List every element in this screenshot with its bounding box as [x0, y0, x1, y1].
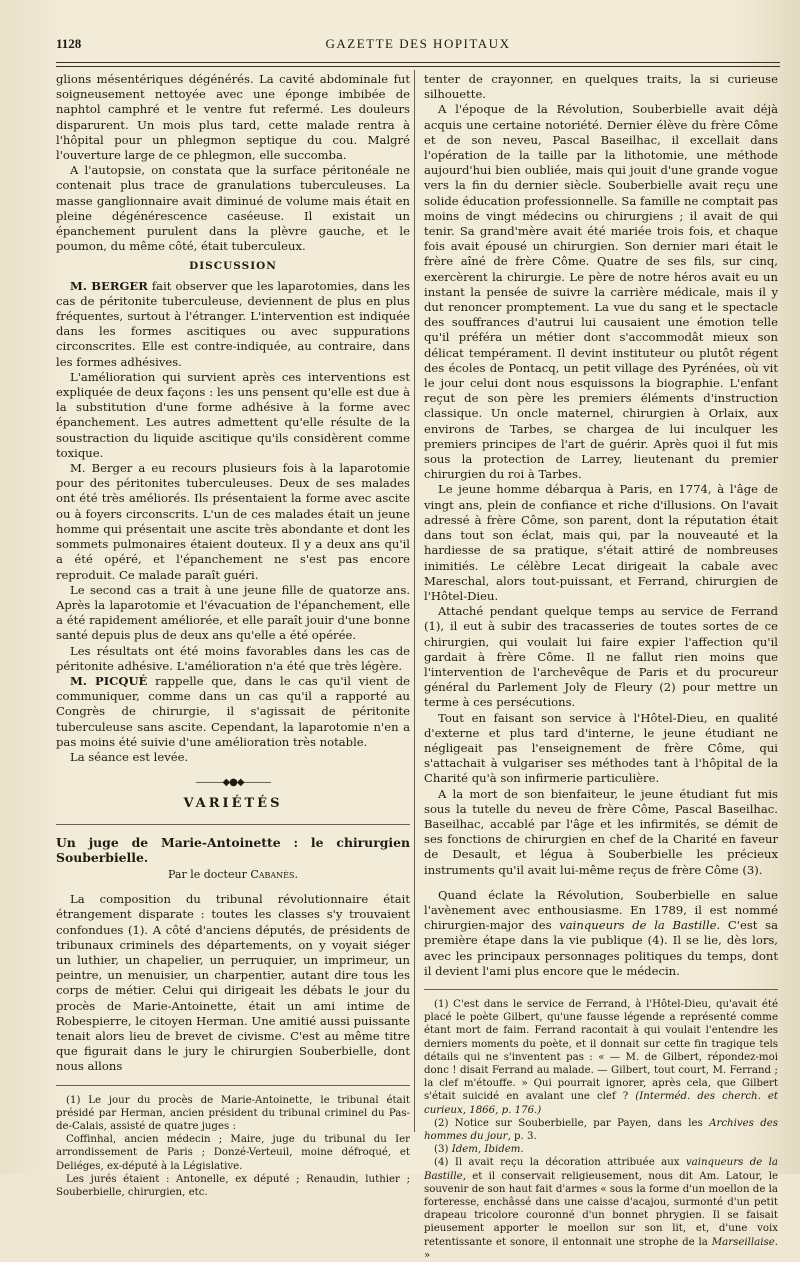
- paragraph: Le jeune homme débarqua à Paris, en 1774, à l'âge de vingt ans, plein de confiance et riche d'illusions. On l'avait adressé à frère Côme, son parent, dont la réputation était dans tout son éclat, mais qui, par la nouveauté et la hardiesse de sa pratique, s'était attiré de nombreuses inimitiés. Le célèbre Lecat dirigeait la cabale avec Mareschal, alors tout-puissant, et Ferrand, chirurgien de l'Hôtel-Dieu.: [424, 482, 778, 603]
- discussion-heading: DISCUSSION: [189, 260, 277, 273]
- article-title: Un juge de Marie-Antoinette : le chirurgien Souberbielle.: [56, 834, 410, 865]
- paragraph: Les résultats ont été moins favorables dans les cas de péritonite adhésive. L'amélioration n'a été que très légère.: [56, 643, 410, 673]
- column-separator: [414, 70, 415, 1132]
- paragraph: [56, 279, 410, 370]
- paragraph: Tout en faisant son service à l'Hôtel-Dieu, en qualité d'externe et plus tard d'interne, le jeune étudiant ne négligeait pas l'enseignement de frère Côme, qui s'attachait à vulgariser ses méthodes tant à l'hôpital de la Charité qu'à son infirmerie particulière.: [424, 710, 778, 786]
- footnote-text: (2) Notice sur Souberbielle, par Payen, dans les: [434, 1117, 703, 1129]
- page-header: [56, 34, 780, 56]
- italic-text: Archives des hommes du jour: [424, 1117, 778, 1143]
- italic-text: vainqueurs de la Bastille: [424, 1157, 778, 1182]
- footnote-text: . »: [424, 1236, 778, 1261]
- paragraph-text: rappelle que, dans le cas qu'il vient de communiquer, comme dans un cas qu'il a rapporté au Congrès de chirurgie, il s'agissait de péritonite tuberculeuse sans ascite. Cependant, la laparotomie n'en a pas moins été suivie d'une amélioration très notable.: [56, 673, 410, 749]
- paragraph-text: . C'est sa première étape dans la vie publique (4). Il se lie, dès lors, avec les principaux personnages politiques du temps, dont il devient l'ami plus encore que le médecin.: [424, 918, 778, 978]
- footnote: [424, 998, 778, 1117]
- paragraph: Attaché pendant quelque temps au service de Ferrand (1), il eut à subir des tracasseries de toutes sortes de ce chirurgien, qui voulait lui faire expier l'affection qu'il gardait à frère Côme. Il ne fallut rien moins que l'intervention de l'archevêque de Paris et du procureur général du Parlement Joly de Fleury (2) pour mettre un terme à ces persécutions.: [424, 604, 778, 710]
- italic-text: Marseillaise: [711, 1236, 775, 1248]
- footnote: [424, 1117, 778, 1143]
- paragraph: L'amélioration qui survient après ces interventions est expliquée de deux façons : les uns pensent qu'elle est due à la substitution d'une forme adhésive à la forme avec épanchement. Les autres admettent qu'elle résulte de la soustraction du liquide ascitique qu'ils considèrent comme toxique.: [56, 369, 410, 460]
- footnote: (1) Le jour du procès de Marie-Antoinette, le tribunal était présidé par Herman, ancien président du tribunal criminel du Pas-de-Calais, assisté de quatre juges :: [56, 1094, 410, 1132]
- paragraph: glions mésentériques dégénérés. La cavité abdominale fut soigneusement nettoyée avec une éponge imbibée de naphtol camphré et le ventre fut refermé. Les douleurs disparurent. Un mois plus tard, cette malade rentra à l'hôpital pour un phlegmon septique du cou. Malgré l'ouverture large de ce phlegmon, elle succomba.: [56, 72, 410, 163]
- footnote-text: (3): [434, 1144, 449, 1156]
- footnote-text: (1) C'est dans le service de Ferrand, à l'Hôtel-Dieu, qu'avait été placé le poète Gilbert, qu'une fausse légende a représenté comme étant mort de faim. Ferrand racontait à qui voulait l'entendre les derniers moments du poète, et il donnait sur cette fin tragique tels détails qui ne s'inventent pas : « — M. de Gilbert, répondez-moi donc ! disait Ferrand au malade. — Gilbert, tout court, M. Ferrand ; la clef m'étouffe. » Qui pourrait ignorer, après cela, que Gilbert s'était suicidé en avalant une clef ?: [424, 998, 778, 1103]
- paragraph: M. Berger a eu recours plusieurs fois à la laparotomie pour des péritonites tuberculeuses. Deux de ses malades ont été très améliorés. Ils présentaient la forme avec ascite ou à foyers circonscrits. L'un de ces malades était un jeune homme qui présentait une ascite très abondante et dont les sommets pulmonaires étaient douteux. Il y a deux ans qu'il a été opéré, et l'épanchement ne s'est pas encore reproduit. Ce malade paraît guéri.: [56, 461, 410, 582]
- page-number: 1128: [56, 36, 82, 51]
- italic-text: Idem, Ibidem.: [451, 1144, 524, 1156]
- footnotes: [56, 1094, 410, 1200]
- left-column: [56, 72, 410, 1199]
- speaker-name: M. PICQUÉ: [70, 673, 148, 688]
- footnote: [424, 1156, 778, 1262]
- footnote: [424, 1143, 778, 1156]
- byline: [56, 867, 410, 882]
- journal-title: GAZETTE DES HOPITAUX: [325, 36, 511, 51]
- paragraph: A la mort de son bienfaiteur, le jeune étudiant fut mis sous la tutelle du neveu de frère Côme, Pascal Baseilhac. Baseilhac, accablé par l'âge et les infirmités, se démit de ses fonctions de chirurgien en chef de la Charité en faveur de Desault, et légua à Souberbielle les précieux instruments qu'il avait lui-même reçus de frère Côme (3).: [424, 786, 778, 877]
- paragraph: La composition du tribunal révolutionnaire était étrangement disparate : toutes les classes s'y trouvaient confondues (1). A côté d'anciens députés, de présidents de tribunaux criminels des départements, on y voyait siéger un luthier, un chapelier, un perruquier, un imprimeur, un peintre, un menuisier, un charpentier, autant dire tous les corps de métier. Celui qui dirigeait les débats le jour du procès de Marie-Antoinette, était un ami intime de Robespierre, le citoyen Herman. Une amitié aussi puissante tenait alors lieu de brevet de civisme. C'est au même titre que figurait dans le jury le chirurgien Souberbielle, dont nous allons: [56, 892, 410, 1074]
- paragraph: A l'autopsie, on constata que la surface péritonéale ne contenait plus trace de granulations tuberculeuses. La masse ganglionnaire avait diminué de volume mais était en pleine dégénérescence caséeuse. Il existait un épanchement purulent dans la plèvre gauche, et le poumon, du même côté, était tuberculeux.: [56, 163, 410, 254]
- footnotes: [424, 998, 778, 1262]
- paragraph: Le second cas a trait à une jeune fille de quatorze ans. Après la laparotomie et l'évacuation de l'épanchement, elle a été rapidement améliorée, et elle paraît jouir d'une bonne santé depuis plus de deux ans qu'elle a été opérée.: [56, 582, 410, 643]
- speaker-name: M. BERGER: [70, 278, 148, 293]
- paragraph-text: fait observer que les laparotomies, dans les cas de péritonite tuberculeuse, deviennent de plus en plus fréquentes, surtout à l'étranger. L'intervention est indiquée dans les formes ascitiques ou avec suppurations circonscrites. Elle est contre-indiquée, au contraire, dans les formes adhésives.: [56, 278, 410, 369]
- footnote-text: , p. 3.: [507, 1131, 537, 1143]
- paragraph: A l'époque de la Révolution, Souberbielle avait déjà acquis une certaine notoriété. Dernier élève du frère Côme et de son neveu, Pascal Baseilhac, il excellait dans l'opération de la taille par la lithotomie, une méthode aujourd'hui bien oubliée, mais qui jouit d'une grande vogue vers la fin du dernier siècle. Souberbielle avait reçu une solide éducation professionnelle. Sa famille ne comptait pas moins de vingt médecins ou chirurgiens ; il avait de qui tenir. Sa grand'mère avait été mariée trois fois, et chaque fois avait épousé un chirurgien. Son dernier mari était le frère aîné de frère Côme. Quatre de ses fils, sur cinq, exercèrent la chirurgie. Le père de notre héros avait eu un instant la pensée de suivre la carrière médicale, mais il y dut renoncer promptement. La vue du sang et le spectacle des souffrances d'autrui lui causaient une émotion telle qu'il préféra un métier dont s'accommodât mieux son délicat tempérament. Il devint instituteur ou plutôt régent des écoles de Pontacq, un petit village des Pyrénées, où vit le jour celui dont nous esquissons la biographie. L'enfant reçut de son père les premiers éléments d'instruction classique. Un oncle maternel, chirurgien à Orlaix, aux environs de Tarbes, se chargea de lui inculquer les premiers principes de l'art de guérir. Après quoi il fut mis sous la protection de Larrey, lieutenant du premier chirurgien du roi à Tarbes.: [424, 102, 778, 482]
- paragraph: tenter de crayonner, en quelques traits, la si curieuse silhouette.: [424, 72, 778, 102]
- footnote-rule: [56, 1085, 410, 1086]
- right-column: [424, 72, 778, 1262]
- footnote-text: (4) Il avait reçu la décoration attribuée aux: [434, 1157, 680, 1169]
- italic-text: vainqueurs de la Bastille: [559, 918, 717, 933]
- byline-prefix: Par le docteur: [167, 867, 247, 881]
- paragraph: La séance est levée.: [70, 749, 189, 764]
- footnote-text: , et il conservait religieusement, nous dit Am. Latour, le souvenir de son haut fait d'armes « sous la forme d'un moellon de la forteresse, enchâssé dans une caisse d'acajou, surmonté d'un petit drapeau tricolore couronné d'un bonnet phrygien. Il se faisait pieusement apporter le moellon sur son lit, et, d'une voix retentissante et sonore, il entonnait une strophe de la: [424, 1170, 778, 1248]
- paragraph: [56, 674, 410, 750]
- byline-author: Cabanès.: [250, 867, 298, 881]
- section-title: VARIÉTÉS: [183, 796, 283, 812]
- ornament-divider: ———◆●◆———: [195, 777, 271, 789]
- section-rule: [56, 824, 410, 825]
- header-rule: [56, 62, 780, 67]
- footnote-rule: [424, 989, 778, 990]
- italic-text: (Interméd. des cherch. et curieux, 1866, p. 176.): [424, 1091, 778, 1116]
- footnote: Les jurés étaient : Antonelle, ex député ; Renaudin, luthier ; Souberbielle, chirurgien, etc.: [56, 1173, 410, 1199]
- paragraph: [424, 888, 778, 979]
- footnote: Coffinhal, ancien médecin ; Maire, juge du tribunal du Ier arrondissement de Paris ; Donzé-Verteuil, moine défroqué, et Deliéges, ex-député à la Législative.: [56, 1134, 410, 1172]
- paragraph-text: Quand éclate la Révolution, Souberbielle en salue l'avènement avec enthousiasme. En 1789, il est nommé chirurgien-major des: [424, 887, 778, 933]
